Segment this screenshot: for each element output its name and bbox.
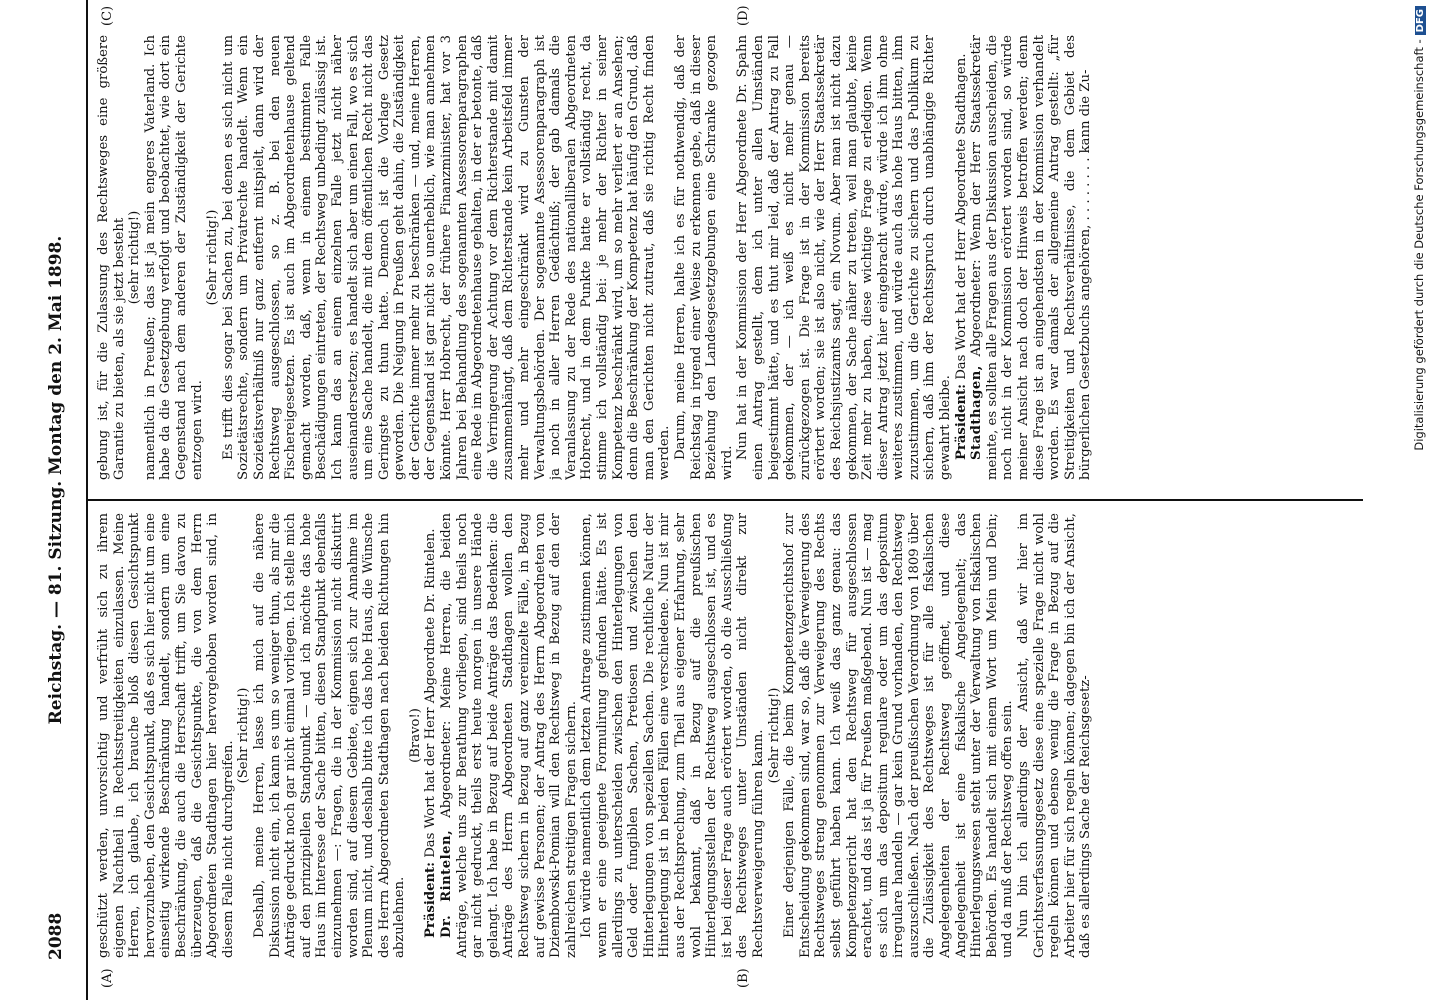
president-label: Präsident:	[423, 861, 439, 938]
speech	[439, 513, 579, 958]
interjection: (Sehr richtig!)	[236, 687, 252, 784]
page-number: 2088	[46, 912, 66, 960]
paragraph: Abgeordneter: Meine Herren, die beiden Anträge, welche uns zur Berathung vorliegen, sind theils noch gar nicht gedruckt, theils erst heute morgen in unsere Hände gelangt. Ich habe in Bezug auf beide Anträge das Bedenken: die Anträge des Herrn Abgeordneten Stadthagen wollen den Rechtsweg sichern in Bezug auf ganz vereinzelte Fälle, in Bezug auf gewisse Personen; der Antrag des Herrn Abgeordneten von Dziembowski-Pomian will den Rechtsweg in Bezug auf den der zahlreichen streitigen Fragen sichern.	[439, 513, 579, 958]
paragraph: Nun bin ich allerdings der Ansicht, daß wir hier im Gerichtsverfassungsgesetz diese eine spezielle Frage nicht wohl regeln können und ebenso wenig die Frage in Bezug auf die Arbeiter hier für sich regeln können; dagegen bin ich der Ansicht, daß es allerdings Sache der Reichsgesetz-	[1016, 513, 1094, 958]
interjection: (Bravo!)	[407, 708, 423, 763]
president-line	[423, 513, 439, 958]
interjection: (sehr richtig!)	[127, 210, 143, 305]
paragraph: Deshalb, meine Herren, lasse ich mich auf die nähere Diskussion nicht ein, ich kann es um so weniger thun, als mir die Anträge gedruckt noch gar nicht einmal vorliegen. Ich stelle mich auf den prinzipiellen Standpunkt — und ich möchte das hohe Haus im Interesse der Sache bitten, diesen Standpunkt ebenfalls einzunehmen —: Fragen, die in der Kommission nicht diskutirt worden sind, auf diesem Gebiete, eignen sich zur Annahme im Plenum nicht, und deshalb bitte ich das hohe Haus, die Wünsche des Herrn Abgeordneten Stadthagen nach beiden Richtungen hin abzulehnen.	[251, 513, 408, 958]
margin-marker-d: (D)	[736, 5, 751, 26]
speaker-name: Dr. Rintelen,	[439, 829, 455, 938]
funding-text: Digitalisierung gefördert durch die Deutsche Forschungsgemeinschaft -	[1412, 39, 1426, 451]
margin-marker-a: (A)	[100, 968, 115, 988]
paragraph: geschützt werden, unvorsichtig und verfrüht sich zu ihrem eigenen Nachtheil in Rechtsstreitigkeiten einzulassen. Meine Herren, ich glaube, ich brauche bloß diesen Gesichtspunkt hervorzuheben, den Gesichtspunkt, daß es sich hier nicht um eine einseitig wirkende Beschränkung handelt, sondern um eine Beschränkung, die auch die Herrschaft trifft, um Sie davon zu überzeugen, daß die Gesichtspunkte, die von dem Herrn Abgeordneten Stadthagen hier hervorgehoben worden sind, in diesem Falle nicht durchgreifen.	[96, 513, 236, 958]
paragraph: Nun hat in der Kommission der Herr Abgeordnete Dr. Spahn einen Antrag gestellt, dem ich unter allen Umständen beigestimmt hätte, und es thut mir leid, daß der Antrag zu Fall gekommen, der — ich weiß es nicht mehr genau — zurückgezogen ist. Die Frage ist in der Kommission bereits erörtert worden; sie ist also nicht, wie der Herr Staatssekretär des Reichsjustizamts sagt, ein Novum. Aber man ist nicht dazu gekommen, der Sache näher zu treten, weil man glaubte, keine Zeit mehr zu haben, diese wichtige Frage zu erledigen. Wenn dieser Antrag jetzt hier eingebracht würde, würde ich ihm ohne weiteres zustimmen, und würde auch das hohe Haus bitten, ihm zuzustimmen, um die Gerichte zu sichern und das Publikum zu sichern, daß ihm der Rechtsspruch durch unabhängige Richter gewahrt bleibe.	[735, 35, 954, 480]
paragraph: namentlich in Preußen; das ist ja mein engeres Vaterland. Ich habe da die Gesetzgebung verfolgt und beobachtet, wie dort ein Gegenstand nach dem anderen der Zuständigkeit der Gerichte entzogen wird.	[142, 35, 205, 480]
margin-marker-b: (B)	[736, 968, 751, 988]
margin-marker-c: (C)	[100, 5, 115, 26]
left-column	[96, 513, 1358, 958]
funding-sidebar	[1404, 6, 1434, 996]
interjection: (Sehr richtig!)	[766, 687, 782, 784]
page-header	[40, 0, 84, 1000]
dfg-logo: DFG	[1415, 6, 1426, 35]
column-divider	[88, 499, 1363, 501]
speech	[969, 35, 1094, 480]
page-title: Reichstag. — 81. Sitzung. Montag den 2. Mai 1898.	[46, 235, 66, 725]
paragraph: Einer derjenigen Fälle, die beim Kompetenzgerichtshof zur Entscheidung gekommen sind, war so, daß die Verweigerung des Rechtsweges streng genommen zur Verweigerung des Rechts selbst geführt haben kann. Ich weiß das ganz genau: das Kompetenzgericht hat den Rechtsweg für ausgeschlossen erachtet, und das ist ja für Preußen maßgebend. Nun ist — mag es sich um das depositum regulare oder um das depositum irregulare handeln — gar kein Grund vorhanden, den Rechtsweg auszuschließen. Nach der preußischen Verordnung von 1809 über die Zulässigkeit des Rechtsweges ist für alle fiskalischen Angelegenheiten der Rechtsweg geöffnet, und diese Angelegenheit ist eine fiskalische Angelegenheit; das Hinterlegungswesen steht unter der Verwaltung von fiskalischen Behörden. Es handelt sich mit einem Wort um Mein und Dein; und da muß der Rechtsweg offen sein.	[782, 513, 1016, 958]
speaker-name: Stadthagen,	[969, 365, 985, 460]
funding-note	[1412, 6, 1428, 996]
paragraph: Abgeordneter: Wenn der Herr Staatssekretär meinte, es sollten alle Fragen aus der Diskussion ausscheiden, die noch nicht in der Kommission erörtert worden sind, so würde meiner Ansicht nach doch der Hinweis betroffen werden; denn diese Frage ist an eingehendsten in der Kommission verhandelt worden. Es war damals der allgemeine Antrag gestellt: „für Streitigkeiten und Rechtsverhältnisse, die dem Gebiet des bürgerlichen Gesetzbuchs angehören, . . . . . . . . kann die Zu-	[969, 35, 1094, 480]
president-text: Das Wort hat der Herr Abgeordnete Dr. Rintelen.	[423, 528, 439, 858]
president-line	[954, 35, 970, 480]
paragraph: Darum, meine Herren, halte ich es für nothwendig, daß der Reichstag in irgend einer Weise zu erkennen gebe, daß in dieser Beziehung den Landesgesetzgebungen eine Schranke gezogen wird.	[672, 35, 735, 480]
president-label: Präsident:	[953, 383, 969, 460]
interjection: (Sehr richtig!)	[205, 209, 221, 306]
president-text: Das Wort hat der Herr Abgeordnete Stadthagen.	[953, 53, 969, 380]
paragraph: Ich würde namentlich dem letzten Antrage zustimmen können, wenn er eine geeignete Formulirung gefunden hätte. Es ist allerdings zu unterscheiden zwischen den Hinterlegungen von Geld oder fungiblen Sachen, Pretiosen und zwischen den Hinterlegungen von speziellen Sachen. Die rechtliche Natur der Hinterlegung ist in beiden Fällen eine verschiedene. Nun ist mir aus der Rechtsprechung, zum Theil aus eigener Erfahrung, sehr wohl bekannt, daß in Bezug auf die preußischen Hinterlegungsstellen der Rechtsweg ausgeschlossen ist, und es ist bei dieser Frage auch erörtert worden, ob die Ausschließung des Rechtsweges unter Umständen nicht direkt zur Rechtsverweigerung führen kann.	[579, 513, 766, 958]
paragraph: Es trifft dies sogar bei Sachen zu, bei denen es sich nicht um Sozietätsrechte, sondern um Privatrechte handelt. Wenn ein Sozietätsverhältniß nur ganz entfernt mitspielt, dann wird der Rechtsweg ausgeschlossen, so z. B. bei den neuen Fischereigesetzen. Es ist auch im Abgeordnetenhause geltend gemacht worden, daß, wenn in einem bestimmten Falle Beschädigungen eintreten, der Rechtsweg unbedingt zulässig ist. Ich kann das an einem einzelnen Falle jetzt nicht näher auseinandersetzen; es handelt sich aber um einen Fall, wo es sich um eine Sache handelt, die mit dem öffentlichen Recht nicht das Geringste zu thun hatte. Dennoch ist die Vorlage Gesetz geworden. Die Neigung in Preußen geht dahin, die Zuständigkeit der Gerichte immer mehr zu beschränken — und, meine Herren, der Gegenstand ist gar nicht so unerheblich, wie man annehmen könnte. Herr Hobrecht, der frühere Finanzminister, hat vor 3 Jahren bei Behandlung des sogenannten Assessorenparagraphen eine Rede im Abgeordnetenhause gehalten, in der er betonte, daß die Verringerung der Achtung vor dem Richterstande mit damit zusammenhängt, daß dem Richterstande kein Arbeitsfeld immer mehr und mehr eingeschränkt wird zu Gunsten der Verwaltungsbehörden. Der sogenannte Assessorenparagraph ist ja noch in aller Herren Gedächtniß; der gab damals die Veranlassung zu der Rede des nationalliberalen Abgeordneten Hobrecht, und in dem Punkte hatte er vollständig recht, da stimme ich vollständig bei: je mehr der Richter in seiner Kompetenz beschränkt wird, um so mehr verliert er an Ansehen; denn die Beschränkung der Kompetenz hat häufig den Grund, daß man den Gerichten nicht zutraut, daß sie richtig Recht finden werden.	[220, 35, 673, 480]
right-column	[96, 35, 1358, 480]
paragraph: gebung ist, für die Zulassung des Rechtsweges eine größere Garantie zu bieten, als sie jetzt besteht	[96, 35, 127, 480]
